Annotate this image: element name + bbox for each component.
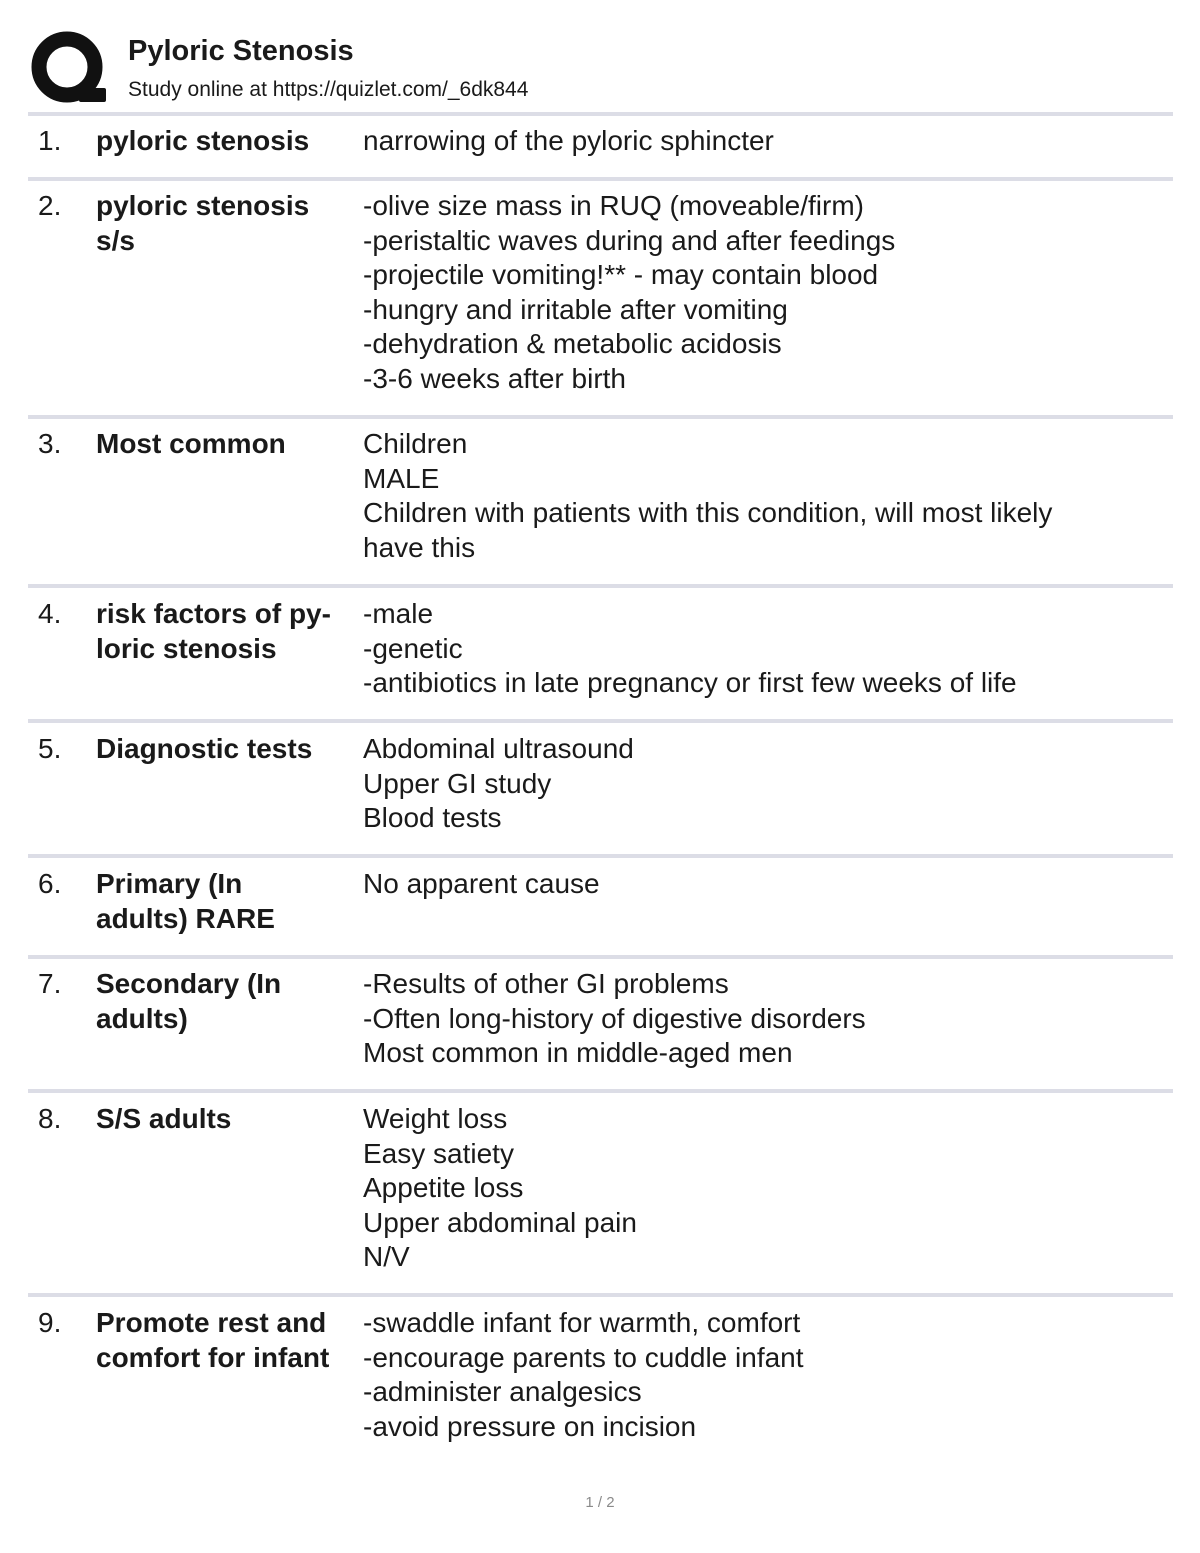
quizlet-q-logo-icon <box>30 30 108 108</box>
definition-line: Appetite loss <box>363 1172 524 1203</box>
term-line: adults) RARE <box>96 902 275 934</box>
definition-line: -administer analgesics <box>363 1376 642 1407</box>
definition-line: Easy satiety <box>363 1137 514 1169</box>
definition-line: Blood tests <box>363 802 502 833</box>
definition-line: Upper GI study <box>363 767 552 799</box>
definition-line: -male <box>363 598 434 629</box>
term-line: pyloric stenosis <box>96 190 310 221</box>
definition-line: N/V <box>363 1241 410 1272</box>
card-definition <box>363 189 1163 396</box>
definition-line: -3-6 weeks after birth <box>363 362 626 394</box>
card-term <box>96 189 358 258</box>
definition-line: -avoid pressure on incision <box>363 1410 697 1442</box>
card-term <box>96 124 358 159</box>
term-line: comfort for infant <box>96 1341 330 1373</box>
divider <box>28 1089 1173 1093</box>
card-number: 1. <box>38 125 62 156</box>
definition-line: MALE <box>363 462 440 494</box>
page-title: Pyloric Stenosis <box>128 35 354 67</box>
page-indicator: 1 / 2 <box>585 1494 615 1511</box>
divider <box>28 1293 1173 1297</box>
card-number: 2. <box>38 190 62 221</box>
term-line: adults) <box>96 1002 188 1034</box>
definition-line: -Often long-history of digestive disorders <box>363 1002 866 1034</box>
card-definition <box>363 867 1163 902</box>
page-header <box>30 26 1175 112</box>
card-term <box>96 867 358 936</box>
card-number: 5. <box>38 733 62 764</box>
card-definition <box>363 597 1163 701</box>
definition-line: narrowing of the pyloric sphincter <box>363 125 774 156</box>
definition-line: Children with patients with this condition, will most likely <box>363 497 1053 528</box>
card-term <box>96 597 358 666</box>
definition-line: -projectile vomiting!** - may contain blood <box>363 259 879 290</box>
definition-line: -olive size mass in RUQ (moveable/firm) <box>363 190 864 221</box>
definition-line: Weight loss <box>363 1103 508 1134</box>
divider <box>28 177 1173 181</box>
card-definition <box>363 427 1163 565</box>
card-term <box>96 1102 358 1137</box>
definition-line: -hungry and irritable after vomiting <box>363 293 788 325</box>
divider <box>28 955 1173 959</box>
definition-line: -peristaltic waves during and after feedings <box>363 224 896 256</box>
card-definition <box>363 124 1163 159</box>
definition-line: -swaddle infant for warmth, comfort <box>363 1307 801 1338</box>
card-definition <box>363 967 1163 1071</box>
card-term <box>96 967 358 1036</box>
term-line: Most common <box>96 428 286 459</box>
definition-line: -dehydration & metabolic acidosis <box>363 328 782 359</box>
definition-line: Children <box>363 428 468 459</box>
term-line: loric stenosis <box>96 632 277 664</box>
term-line: Promote rest and <box>96 1307 327 1338</box>
definition-line: No apparent cause <box>363 868 600 899</box>
card-number: 8. <box>38 1103 62 1134</box>
definition-line: Upper abdominal pain <box>363 1206 637 1238</box>
divider <box>28 584 1173 588</box>
definition-line: have this <box>363 531 476 563</box>
divider <box>28 854 1173 858</box>
card-term <box>96 732 358 767</box>
divider <box>28 719 1173 723</box>
term-line: S/S adults <box>96 1103 232 1134</box>
term-line: s/s <box>96 224 135 256</box>
card-definition <box>363 1102 1163 1275</box>
term-line: risk factors of py- <box>96 598 331 629</box>
definition-line: -genetic <box>363 632 463 664</box>
term-line: Primary (In <box>96 868 243 899</box>
card-definition <box>363 1306 1163 1444</box>
definition-line: Most common in middle-aged men <box>363 1037 793 1068</box>
definition-line: -Results of other GI problems <box>363 968 729 999</box>
divider <box>28 415 1173 419</box>
divider <box>28 112 1173 116</box>
card-number: 9. <box>38 1307 62 1338</box>
card-term <box>96 1306 358 1375</box>
card-definition <box>363 732 1163 836</box>
card-number: 4. <box>38 598 62 629</box>
term-line: pyloric stenosis <box>96 125 310 156</box>
definition-line: Abdominal ultrasound <box>363 733 634 764</box>
definition-line: -antibiotics in late pregnancy or first few weeks of life <box>363 667 1017 698</box>
card-number: 3. <box>38 428 62 459</box>
definition-line: -encourage parents to cuddle infant <box>363 1341 804 1373</box>
card-number: 6. <box>38 868 62 899</box>
term-line: Diagnostic tests <box>96 733 313 764</box>
term-line: Secondary (In <box>96 968 282 999</box>
study-link-text: Study online at https://quizlet.com/_6dk844 <box>128 78 529 101</box>
card-term <box>96 427 358 462</box>
card-number: 7. <box>38 968 62 999</box>
